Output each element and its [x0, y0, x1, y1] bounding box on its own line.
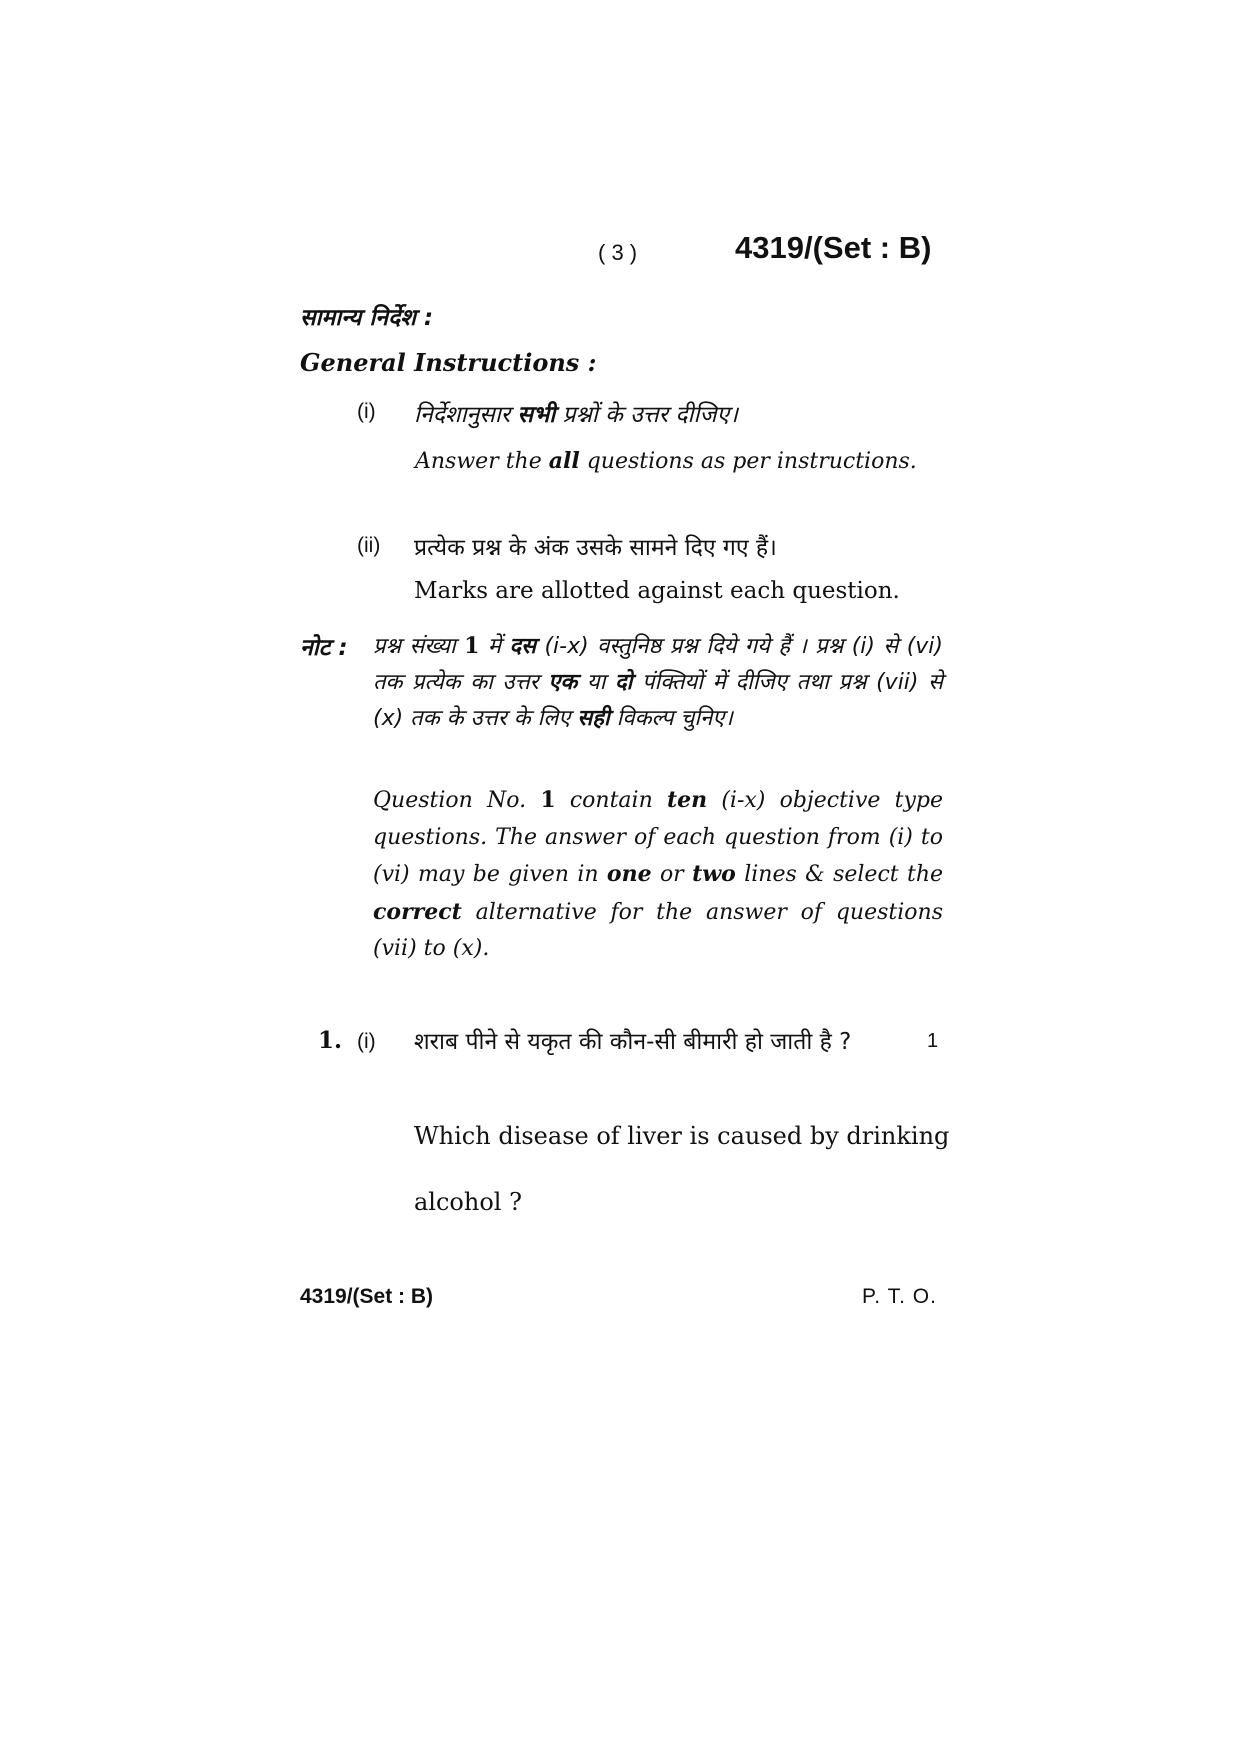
bold-text: 1 [464, 633, 480, 659]
question-subnumber: (i) [357, 1030, 376, 1053]
bold-text: correct [373, 898, 462, 925]
text-segment: or [651, 862, 693, 887]
text-segment: निर्देशानुसार [414, 402, 518, 428]
text-segment: alternative for the answer of questions (vii) to (x). [373, 899, 943, 961]
text-segment: lines & select the [735, 862, 944, 887]
note-english [373, 782, 943, 968]
instructions-heading-hindi: सामान्य निर्देश : [300, 305, 434, 331]
text-segment: contain [555, 788, 667, 813]
question-text-english-line2: alcohol ? [414, 1188, 522, 1216]
instruction-hindi: प्रत्येक प्रश्न के अंक उसके सामने दिए गए हैं। [414, 535, 777, 561]
text-segment: Answer the [415, 449, 549, 474]
bold-text: two [692, 861, 736, 887]
instruction-number: (i) [357, 400, 376, 423]
text-segment: में [479, 634, 510, 659]
instruction-english: Marks are allotted against each question. [414, 578, 900, 604]
text-segment: प्रश्न संख्या [373, 634, 465, 659]
paper-code-header: 4319/(Set : B) [735, 230, 932, 265]
bold-text: 1 [540, 787, 556, 813]
text-segment: Question No. [373, 788, 541, 813]
question-number: 1. [318, 1027, 343, 1054]
bold-text: all [548, 448, 580, 474]
text-segment: प्रश्नों के उत्तर दीजिए। [555, 402, 738, 428]
bold-text: ten [666, 787, 708, 813]
question-text-english-line1: Which disease of liver is caused by drinking [414, 1122, 950, 1150]
instructions-heading-english: General Instructions : [300, 348, 597, 377]
bold-text: दस [509, 634, 537, 659]
text-segment: विकल्प चुनिए। [609, 706, 733, 731]
bold-text: सही [577, 706, 610, 731]
bold-text: दो [615, 670, 633, 695]
note-hindi [373, 628, 943, 737]
text-segment: (i-x) वस्तुनिष्ठ प्रश्न दिये गये हैं । प्रश्न (i) से (vi) तक प्रत्येक का उत्तर [373, 634, 943, 695]
bold-text: सभी [517, 402, 556, 428]
text-segment: पंक्तियों में दीजिए तथा प्रश्न (vii) से (x) तक के उत्तर के लिए [373, 670, 943, 731]
text-segment: questions as per instructions. [579, 449, 917, 474]
page-number: ( 3 ) [598, 240, 638, 265]
paper-code-footer: 4319/(Set : B) [300, 1285, 434, 1308]
question-text-hindi: शराब पीने से यकृत की कौन-सी बीमारी हो जाती है ? [414, 1029, 852, 1055]
text-segment: (i-x) objective type questions. The answer of each question from (i) to (vi) may be given in [373, 788, 943, 887]
bold-text: एक [548, 670, 578, 695]
note-label: नोट : [300, 635, 348, 661]
instruction-hindi [414, 397, 738, 429]
question-marks: 1 [927, 1030, 939, 1052]
bold-text: one [606, 861, 652, 887]
instruction-english [415, 443, 943, 480]
pto-label: P. T. O. [862, 1285, 937, 1308]
instruction-number: (ii) [357, 534, 381, 557]
text-segment: या [577, 670, 615, 695]
